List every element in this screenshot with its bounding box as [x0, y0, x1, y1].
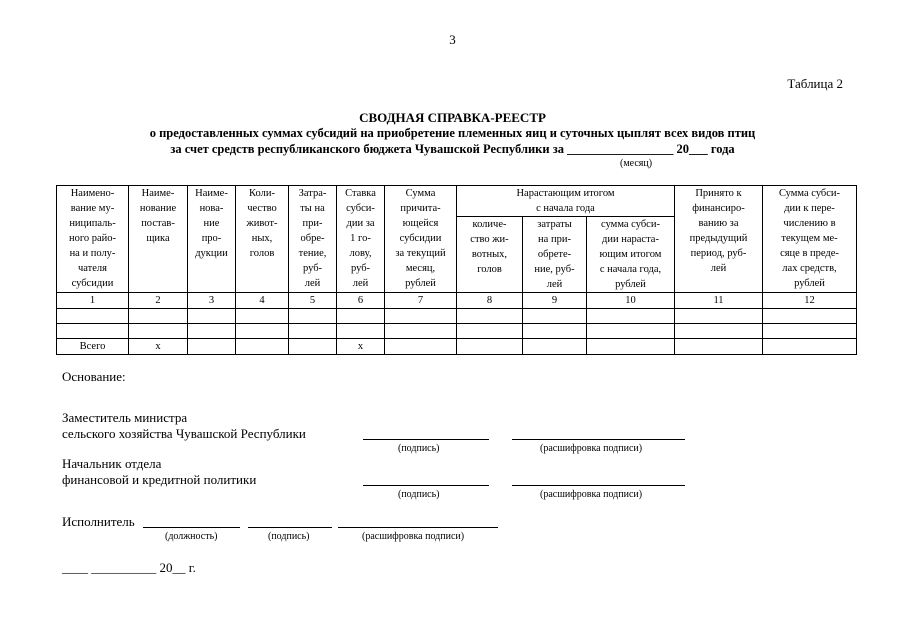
table-row	[57, 309, 857, 324]
header-cell: Затра- ты на при- обре- тение, руб- лей	[289, 186, 337, 293]
head-decoding-caption: (расшифровка подписи)	[540, 489, 643, 500]
executor-position-line	[143, 527, 240, 528]
subheader-cell: затраты на при- обрете- ние, руб- лей	[523, 217, 587, 293]
head-signature-line	[363, 485, 489, 486]
total-cell	[523, 339, 587, 355]
subheader-cell: количе- ство жи- вотных, голов	[457, 217, 523, 293]
column-number: 9	[523, 293, 587, 309]
deputy-decoding-caption: (расшифровка подписи)	[540, 443, 643, 454]
deputy-title-line2: сельского хозяйства Чувашской Республики	[62, 426, 306, 441]
total-cell	[763, 339, 857, 355]
column-number: 8	[457, 293, 523, 309]
subheader-cell: сумма субси- дии нараста- ющим итогом с начала года, рублей	[587, 217, 675, 293]
header-cell: Принято к финансиро- ванию за предыдущий период, руб- лей	[675, 186, 763, 293]
header-cell: Ставка субси- дии за 1 го- лову, руб- лей	[337, 186, 385, 293]
deputy-title-line1: Заместитель министра	[62, 410, 188, 425]
head-signature-caption: (подпись)	[398, 489, 440, 500]
total-cell: х	[129, 339, 188, 355]
basis-label: Основание:	[62, 369, 126, 384]
column-number: 2	[129, 293, 188, 309]
executor-signature-line	[248, 527, 332, 528]
column-number: 10	[587, 293, 675, 309]
deputy-signature-caption: (подпись)	[398, 443, 440, 454]
executor-decoding-caption: (расшифровка подписи)	[362, 531, 465, 542]
column-number: 6	[337, 293, 385, 309]
header-cell: Сумма субси- дии к пере- числению в текущем ме- сяце в преде- лах средств, рублей	[763, 186, 857, 293]
total-cell	[457, 339, 523, 355]
header-cell: Наиме- нова- ние про- дукции	[188, 186, 236, 293]
total-cell	[675, 339, 763, 355]
deputy-decoding-line	[512, 439, 685, 440]
total-cell	[236, 339, 289, 355]
month-caption: (месяц)	[620, 158, 653, 169]
total-cell	[188, 339, 236, 355]
header-cell: Наиме- нование постав- щика	[129, 186, 188, 293]
head-decoding-line	[512, 485, 685, 486]
deputy-signature-line	[363, 439, 489, 440]
column-number: 11	[675, 293, 763, 309]
total-cell	[587, 339, 675, 355]
page-number: 3	[449, 32, 456, 47]
total-cell: Всего	[57, 339, 129, 355]
total-cell	[385, 339, 457, 355]
document-subtitle-line2: за счет средств республиканского бюджета Чувашской Республики за _________________ 20___ года	[170, 142, 735, 156]
table-label: Таблица 2	[787, 76, 843, 91]
column-number-row	[57, 293, 857, 309]
column-number: 7	[385, 293, 457, 309]
executor-position-caption: (должность)	[165, 531, 218, 542]
executor-label: Исполнитель	[62, 514, 135, 529]
table-row	[57, 324, 857, 339]
total-cell: х	[337, 339, 385, 355]
executor-signature-caption: (подпись)	[268, 531, 310, 542]
registry-table	[56, 185, 857, 355]
date-line: ____ __________ 20__ г.	[62, 560, 196, 575]
total-row	[57, 339, 857, 355]
header-cell-cumulative: Нарастающим итогом с начала года	[457, 186, 675, 217]
header-cell: Наимено- вание му- ниципаль- ного райо- на и полу- чателя субсидии	[57, 186, 129, 293]
total-cell	[289, 339, 337, 355]
document-title: СВОДНАЯ СПРАВКА-РЕЕСТР	[359, 110, 546, 125]
document-subtitle-line1: о предоставленных суммах субсидий на приобретение племенных яиц и суточных цыплят всех видов птиц	[149, 126, 756, 140]
column-number: 4	[236, 293, 289, 309]
head-title-line1: Начальник отдела	[62, 456, 162, 471]
header-cell: Сумма причита- ющейся субсидии за текущий месяц, рублей	[385, 186, 457, 293]
column-number: 1	[57, 293, 129, 309]
column-number: 12	[763, 293, 857, 309]
column-number: 5	[289, 293, 337, 309]
column-number: 3	[188, 293, 236, 309]
head-title-line2: финансовой и кредитной политики	[62, 472, 257, 487]
executor-decoding-line	[338, 527, 498, 528]
header-cell: Коли- чество живот- ных, голов	[236, 186, 289, 293]
